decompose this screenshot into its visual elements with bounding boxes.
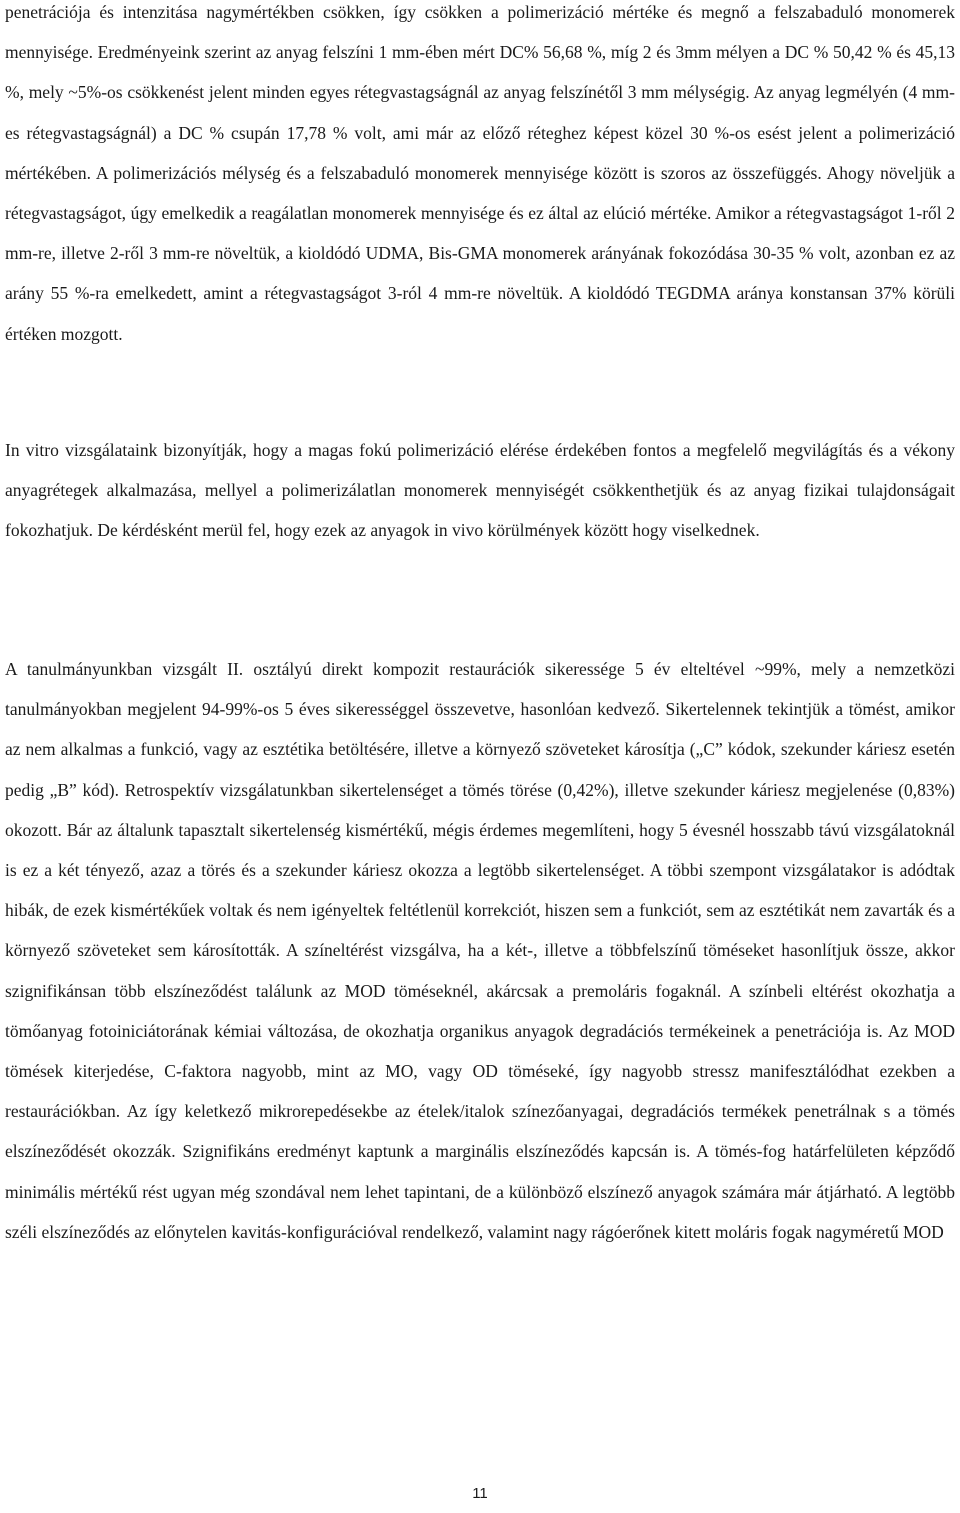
page-number: 11 [472,1485,488,1502]
paragraph-polymerization-results [5,0,955,354]
paragraph-text: In vitro vizsgálataink bizonyítják, hogy a magas fokú polimerizáció elérése érdekében fontos a megfelelő megvilágítás és a vékony anyagrétegek alkalmazása, mellyel a polimerizálatlan monomerek mennyiségét csökkenthetjük és az anyag fizikai tulajdonságait fokozhatjuk. De kérdésként merül fel, hogy ezek az anyagok in vivo körülmények között hogy viselkednek. [5,440,955,541]
paragraph-text: A tanulmányunkban vizsgált II. osztályú direkt kompozit restaurációk sikeressége 5 év elteltével ~99%, mely a nemzetközi tanulmányokban megjelent 94-99%-os 5 éves sikerességgel összevetve, hasonlóan kedvező. Sikertelennek tekintjük a tömést, amikor az nem alkalmas a funkció, vagy az esztétika betöltésére, illetve a környező szöveteket károsítja („C” kódok, szekunder káriesz esetén pedig „B” kód). Retrospektív vizsgálatunkban sikertelenséget a tömés törése (0,42%), illetve szekunder káriesz megjelenése (0,83%) okozott. Bár az általunk tapasztalt sikertelenség kismértékű, mégis érdemes megemlíteni, hogy 5 évesnél hosszabb távú vizsgálatoknál is ez a két tényező, azaz a törés és a szekunder káriesz okozza a legtöbb sikertelenséget. A többi szempont vizsgálatakor is adódtak hibák, de ezek kismértékűek voltak és nem igényeltek feltétlenül korrekciót, hiszen sem a funkciót, sem az esztétikát nem zavarták és a környező szöveteket sem károsították. A színeltérést vizsgálva, ha a két-, illetve a többfelszínű töméseket hasonlítjuk össze, akkor szignifikánsan több elszíneződést találunk az MOD töméseknél, akárcsak a premoláris fogaknál. A színbeli eltérést okozhatja a tömőanyag fotoiniciátorának kémiai változása, de okozhatja organikus anyagok degradációs termékeinek a penetrációja is. Az MOD tömések kiterjedése, C-faktora nagyobb, mint az MO, vagy OD töméseké, így nagyobb stressz manifesztálódhat ezekben a restaurációkban. Az így keletkező mikrorepedésekbe az ételek/italok színezőanyagai, degradációs termékek penetrálnak s a tömés elszíneződését okozzák. Szignifikáns eredményt kaptunk a marginális elszíneződés kapcsán is. A tömés-fog határfelületen képződő minimális mértékű rést ugyan még szondával nem lehet tapintani, de a különböző elszínező anyagok számára már átjárható. A legtöbb széli elszíneződés az előnytelen kavitás-konfigurációval rendelkező, valamint nagy rágóerőnek kitett moláris fogak nagyméretű MOD [5,659,955,1242]
paragraph-clinical-success [5,649,955,1252]
paragraph-text: penetrációja és intenzitása nagymértékben csökken, így csökken a polimerizáció mértéke és megnő a felszabaduló monomerek mennyisége. Eredményeink szerint az anyag felszíni 1 mm-ében mért DC% 56,68 %, míg 2 és 3mm mélyen a DC % 50,42 % és 45,13 %, mely ~5%-os csökkenést jelent minden egyes rétegvastagságnál az anyag felszínétől 3 mm mélységig. Az anyag legmélyén (4 mm-es rétegvastagságnál) a DC % csupán 17,78 % volt, ami már az előző réteghez képest közel 30 %-os esést jelent a polimerizáció mértékében. A polimerizációs mélység és a felszabaduló monomerek mennyisége között is szoros az összefüggés. Ahogy növeljük a rétegvastagságot, úgy emelkedik a reagálatlan monomerek mennyisége és ez által az elúció mértéke. Amikor a rétegvastagságot 1-ről 2 mm-re, illetve 2-ről 3 mm-re növeltük, a kioldódó UDMA, Bis-GMA monomerek arányának fokozódása 30-35 % volt, azonban ez az arány 55 %-ra emelkedett, amint a rétegvastagságot 3-ról 4 mm-re növeltük. A kioldódó TEGDMA aránya konstansan 37% körüli értéken mozgott. [5,2,955,344]
paragraph-in-vitro-conclusion [5,430,955,551]
